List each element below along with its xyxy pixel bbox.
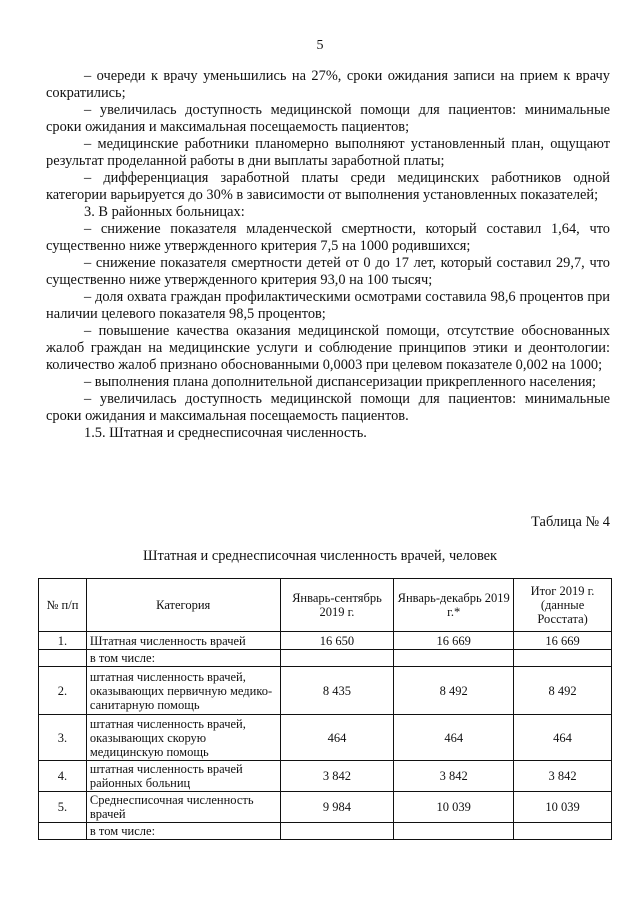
paragraph: – увеличилась доступность медицинской помощи для пациентов: минимальные сроки ожидания и максимальная посещаемость пациентов.: [46, 391, 610, 424]
paragraph: – повышение качества оказания медицинской помощи, отсутствие обоснованных жалоб граждан на медицинские услуги и соблюдение принципов этики и деонтологии: количество жалоб признано обоснованными 0,0003 при целевом показателе 0,002 на 1000;: [46, 323, 610, 373]
table-cell: 10 039: [394, 792, 514, 823]
table-cell: штатная численность врачей, оказывающих скорую медицинскую помощь: [86, 715, 280, 761]
table-header-row: [39, 579, 612, 632]
table-cell: в том числе:: [86, 823, 280, 840]
header-cell: Категория: [86, 579, 280, 632]
table-row: [39, 632, 612, 650]
table-row: [39, 792, 612, 823]
table-cell: 16 669: [394, 632, 514, 650]
table-row: [39, 715, 612, 761]
table-cell: 8 492: [514, 667, 612, 715]
table-cell: 16 650: [280, 632, 394, 650]
table-row: [39, 667, 612, 715]
section-heading: 1.5. Штатная и среднесписочная численность.: [84, 425, 367, 441]
paragraph: – дифференциация заработной платы среди медицинских работников одной категории варьируется до 30% в зависимости от выполнения установленных показателей;: [46, 170, 610, 203]
table-cell: 3 842: [394, 761, 514, 792]
table-cell: Штатная численность врачей: [86, 632, 280, 650]
paragraph: – очереди к врачу уменьшились на 27%, сроки ожидания записи на прием к врачу сократились;: [46, 68, 610, 101]
section-heading: 3. В районных больницах:: [84, 204, 245, 220]
table-cell: 10 039: [514, 792, 612, 823]
header-cell: Январь-декабрь 2019 г.*: [394, 579, 514, 632]
table-cell: [394, 650, 514, 667]
table-cell: 8 435: [280, 667, 394, 715]
table-cell: [39, 823, 87, 840]
table-cell: Среднесписочная численность врачей: [86, 792, 280, 823]
table-title: Штатная и среднесписочная численность врачей, человек: [142, 548, 498, 564]
paragraph: – доля охвата граждан профилактическими осмотрами составила 98,6 процентов при наличии целевого показателя 98,5 процентов;: [46, 289, 610, 322]
table-cell: [394, 823, 514, 840]
table-cell: 464: [514, 715, 612, 761]
table-cell: [280, 650, 394, 667]
table-number: Таблица № 4: [531, 514, 610, 530]
table-cell: [39, 650, 87, 667]
table-row: [39, 823, 612, 840]
table-cell: 4.: [39, 761, 87, 792]
table-cell: 8 492: [394, 667, 514, 715]
table-cell: [514, 650, 612, 667]
table-cell: [280, 823, 394, 840]
table-cell: 9 984: [280, 792, 394, 823]
body-text: [46, 68, 610, 442]
header-cell: Итог 2019 г. (данные Росстата): [514, 579, 612, 632]
table-cell: 464: [280, 715, 394, 761]
paragraph: – медицинские работники планомерно выполняют установленный план, ощущают результат проделанной работы в дни выплаты заработной платы;: [46, 136, 610, 169]
table-cell: штатная численность врачей, оказывающих первичную медико-санитарную помощь: [86, 667, 280, 715]
table-cell: в том числе:: [86, 650, 280, 667]
table-cell: 3 842: [280, 761, 394, 792]
paragraph: – снижение показателя младенческой смертности, который составил 1,64, что существенно ниже утвержденного критерия 7,5 на 1000 родившихся;: [46, 221, 610, 254]
header-cell: Январь-сентябрь 2019 г.: [280, 579, 394, 632]
page-number: 5: [316, 38, 324, 53]
table-row: [39, 650, 612, 667]
table-cell: 464: [394, 715, 514, 761]
staffing-table: [38, 578, 612, 840]
table-cell: [514, 823, 612, 840]
table-cell: 1.: [39, 632, 87, 650]
table-cell: 3 842: [514, 761, 612, 792]
table-cell: 5.: [39, 792, 87, 823]
paragraph: – снижение показателя смертности детей от 0 до 17 лет, который составил 29,7, что существенно ниже утвержденного критерия 93,0 на 100 тысяч;: [46, 255, 610, 288]
table-row: [39, 761, 612, 792]
table-cell: 2.: [39, 667, 87, 715]
table-cell: 16 669: [514, 632, 612, 650]
header-cell: № п/п: [39, 579, 87, 632]
paragraph: – увеличилась доступность медицинской помощи для пациентов: минимальные сроки ожидания и максимальная посещаемость пациентов;: [46, 102, 610, 135]
paragraph: – выполнения плана дополнительной диспансеризации прикрепленного населения;: [84, 374, 597, 390]
table-cell: штатная численность врачей районных больниц: [86, 761, 280, 792]
table-cell: 3.: [39, 715, 87, 761]
